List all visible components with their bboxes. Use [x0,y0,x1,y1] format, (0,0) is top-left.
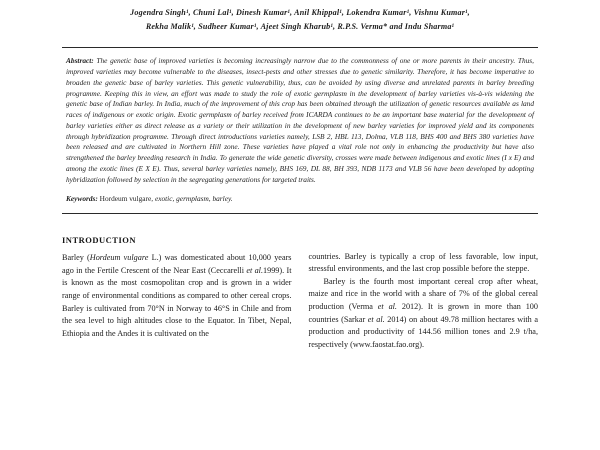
keywords-rest: , exotic, germplasm, barley. [151,194,233,204]
author-list [62,2,538,34]
abstract-block [62,47,538,214]
intro-right-etal-1: et al. [377,302,397,312]
column-left [62,235,292,340]
intro-left-c: 1999). It is known as the most cosmopolitan crop and is grown in a wider range of environmental conditions as compared to other cereal crops. Barley is cultivated from 70°N in Norway to 46°S in Chile and from the sea level to high altitudes close to the Equator. In Tibet, Nepal, Ethiopia and the Andes it is cultivated on the [62,265,292,338]
abstract-paragraph [66,56,534,185]
author-line-1-text: Jogendra Singh¹, Chuni Lal¹, Dinesh Kumar¹, Anil Khippal¹, Lokendra Kumar¹, Vishnu Kumar¹, [130,8,470,17]
intro-right-paragraph-1: countries. Barley is typically a crop of less favorable, low input, stressful environments, and the last crop possible before the steppe. [308,251,538,274]
intro-left-species: Hordeum vulgare [89,253,149,263]
body-columns [62,235,538,351]
author-line-2 [62,20,538,34]
intro-left-b: L.) was domesticated about 10,000 years ago in the Fertile Crescent of the Near East (Ceccarelli [62,253,292,275]
introduction-heading: INTRODUCTION [62,235,137,246]
keywords-label: Keywords: [66,194,98,204]
intro-right-etal-2: et al. [367,314,385,324]
intro-right-a: Barley is the fourth most important cereal crop after wheat, maize and rice in the world with a share of 7% of the global cereal production (Verma [308,276,538,312]
intro-right-paragraph-2 [309,276,539,352]
intro-right-b: 2012). It is grown in more than 100 countries (Sarkar [308,302,538,324]
column-right [309,235,539,351]
abstract-text: The genetic base of improved varieties is becoming increasingly narrow due to the commonness of one or more parents in their ancestry. Thus, improved varieties may become vulnerable to the diseases, insect-pests and other stresses due to genetic similarity. Therefore, it has become imperative to broaden the genetic base of barley varieties. This genetic vulnerability, thus, can be avoided by using diverse and unrelated parents in barley breeding programme. Keeping this in view, an effort was made to study the role of exotic germplasm in the development of barley varieties vis-à-vis widening the genetic base of Indian barley. In India, much of the improvement of this crop has been obtained through the utilization of genetic resources available as land races of indigenous or exotic origin. Exotic germplasm of barley received from ICARDA continues to be an important base material for the development of barley varieties either as direct release as a variety or their utilization in the development of new barley varieties for improved yield and its components through hybridization programme. Through direct introductions varieties namely, LSB 2, HBL 113, Dolma, VLB 118, BHS 400 and BHS 380 varieties have been released and are cultivated in Northern Hill zone. These varieties have played a vital role not only in enhancing the productivity but have also strengthened the barley breeding research in India. To generate the wide genetic diversity, crosses were made between indigenous and exotic lines (I x E) and among the exotic lines (E X E). Thus, several barley varieties namely, BHS 169, DL 88, BH 393, NDB 1173 and VLB 56 have been developed by adopting hybridization followed by selection in the segregating generations for targeted traits. [66,56,534,184]
author-line-1 [62,6,538,20]
author-line-2-text: Rekha Malik¹, Sudheer Kumar¹, Ajeet Singh Kharub¹, R.P.S. Verma* and Indu Sharma¹ [145,22,455,32]
column-right-top-spacer [309,235,539,251]
intro-right-c: 2014) on about 49.78 million hectares with a production and productivity of 144.56 million tones and 2.9 t/ha, respectively (www.faostat.fao.org). [308,314,538,349]
intro-left-etal: et al. [246,265,264,275]
keywords-line [66,194,534,205]
intro-left-paragraph [62,252,292,340]
intro-left-a: Barley ( [62,253,90,263]
abstract-label: Abstract: [66,56,94,66]
keywords-species: Hordeum vulgare [99,194,152,204]
